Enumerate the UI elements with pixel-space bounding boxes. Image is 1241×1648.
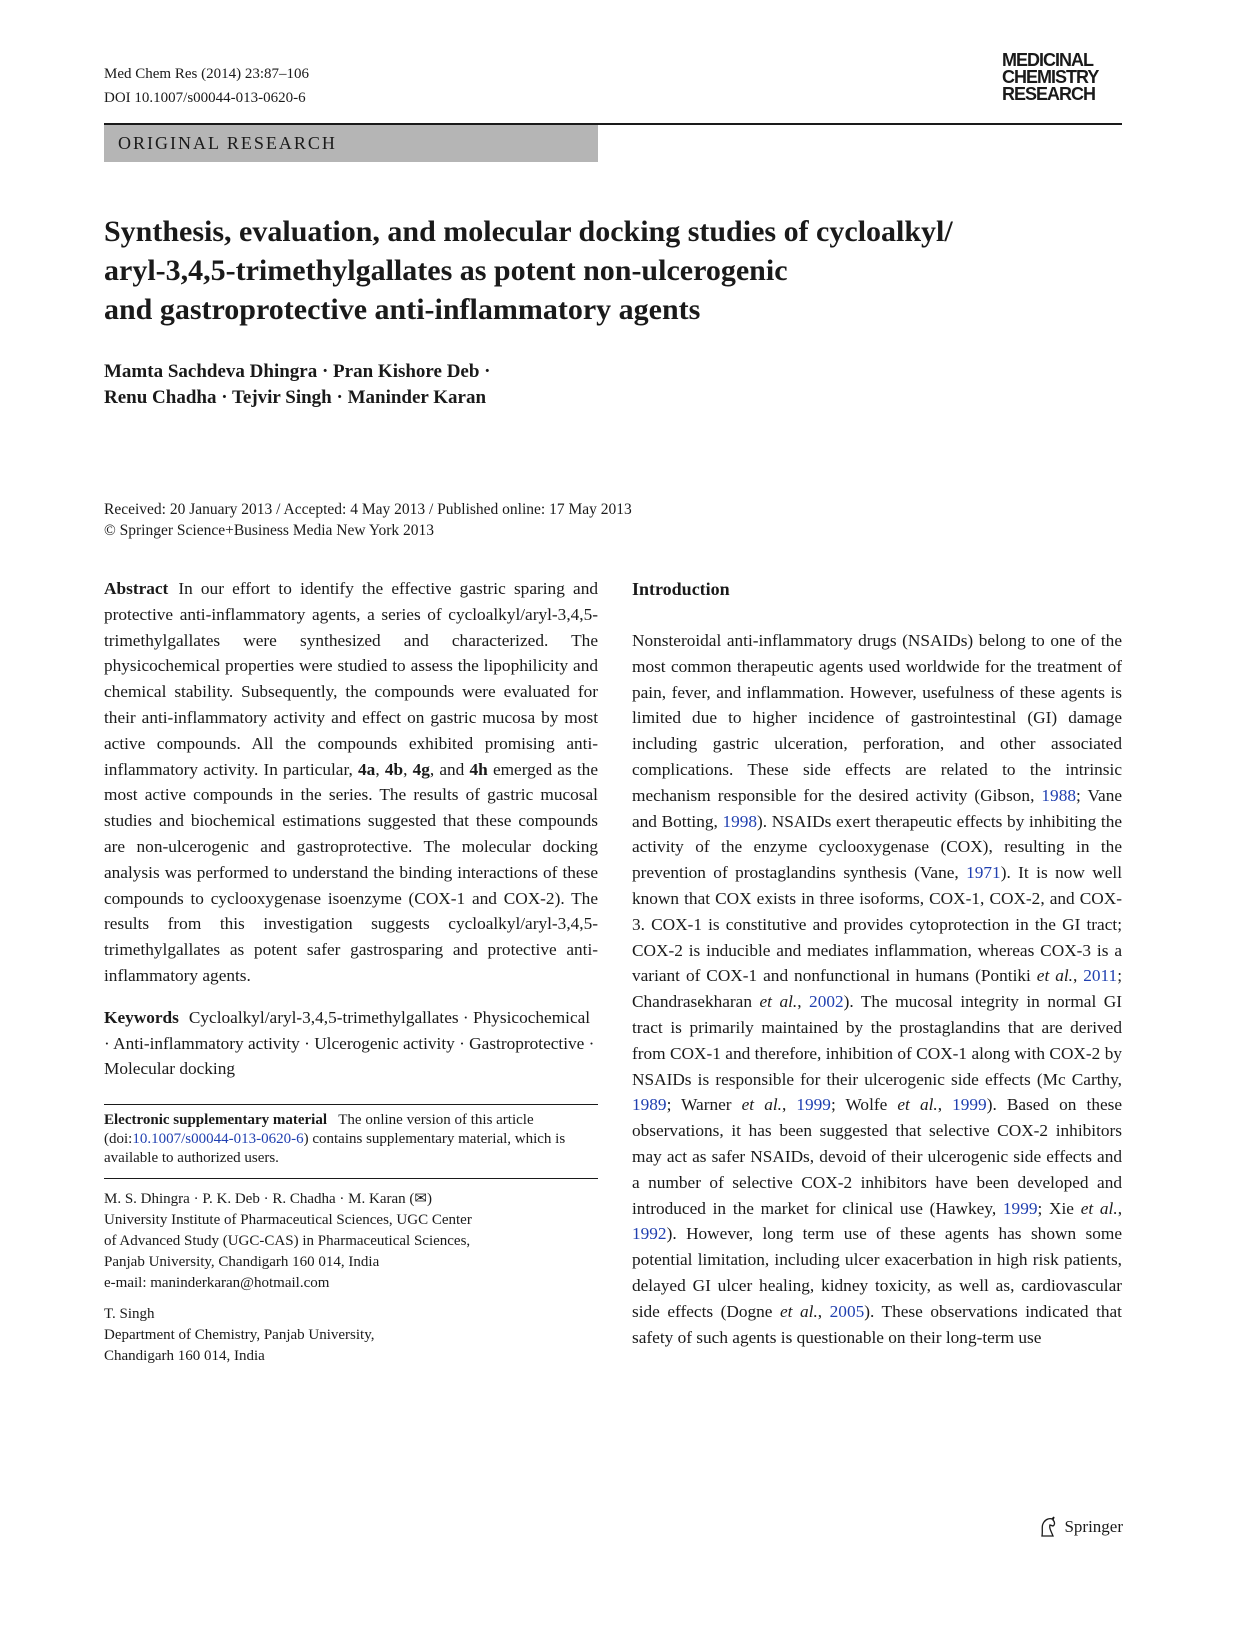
- dates-line: Received: 20 January 2013 / Accepted: 4 May 2013 / Published online: 17 May 2013: [104, 501, 632, 518]
- supplementary-doi-link[interactable]: 10.1007/s00044-013-0620-6: [132, 1131, 304, 1148]
- compound-4h: 4h: [469, 759, 488, 779]
- left-column: [104, 576, 598, 1367]
- author-line-1: Mamta Sachdeva Dhingra · Pran Kishore Deb ·: [104, 361, 491, 382]
- ref-mccarthy-1989[interactable]: 1989: [632, 1095, 667, 1115]
- article-title: [104, 212, 1114, 329]
- citation: Med Chem Res (2014) 23:87–106: [104, 66, 309, 82]
- title-line-2: aryl-3,4,5-trimethylgallates as potent non-ulcerogenic: [104, 254, 788, 287]
- abstract-label: Abstract: [104, 579, 169, 598]
- introduction-heading: Introduction: [632, 579, 730, 599]
- compound-4b: 4b: [384, 759, 404, 779]
- right-column: [632, 576, 1122, 1350]
- logo-line-3: RESEARCH: [1002, 84, 1096, 104]
- section-tag: ORIGINAL RESEARCH: [104, 125, 598, 162]
- corresponding-email: e-mail: maninderkaran@hotmail.com: [104, 1275, 330, 1292]
- keywords-label: Keywords: [104, 1007, 179, 1027]
- title-line-1: Synthesis, evaluation, and molecular docking studies of cycloalkyl/: [104, 215, 953, 248]
- logo-line-2: CHEMISTRY: [1002, 67, 1099, 87]
- compound-4g: 4g: [412, 759, 430, 779]
- ref-gibson-1988[interactable]: 1988: [1041, 785, 1076, 805]
- copyright-line: © Springer Science+Business Media New York 2013: [104, 522, 435, 539]
- esm-label: Electronic supplementary material: [104, 1112, 328, 1129]
- doi: DOI 10.1007/s00044-013-0620-6: [104, 90, 306, 106]
- publication-dates: [104, 499, 632, 541]
- ref-pontiki-2011[interactable]: 2011: [1083, 966, 1118, 986]
- springer-horse-icon: [1038, 1516, 1058, 1538]
- introduction-text: Nonsteroidal anti-inflammatory drugs (NSAIDs) belong to one of the most common therapeutic agents used worldwide for the treatment of pain, fever, and inflammation. However, usefulness of these agents is limited due to higher incidence of gastrointestinal (GI) damage including gastric ulceration, perforation, and other associated complications. These side effects are related to the intrinsic mechanism responsible for the desired activity (Gibson, 1988; Vane and Botting, 1998). NSAIDs exert therapeutic effects by inhibiting the activity of the enzyme cyclooxygenase (COX), resulting in the prevention of prostaglandins synthesis (Vane, 1971). It is now well known that COX exists in three isoforms, COX-1, COX-2, and COX-3. COX-1 is constitutive and provides cytoprotection in the GI tract; COX-2 is inducible and mediates inflammation, whereas COX-3 is a variant of COX-1 and nonfunctional in humans (Pontiki et al., 2011; Chandrasekharan et al., 2002). The mucosal integrity in normal GI tract is primarily maintained by the prostaglandins that are derived from COX-1 and therefore, inhibition of COX-1 along with COX-2 by NSAIDs is responsible for their ulcerogenic side effects (Mc Carthy, 1989; Warner et al., 1999; Wolfe et al., 1999). Based on these observations, it has been suggested that selective COX-2 inhibitors may act as safer NSAIDs, devoid of their ulcerogenic side effects and a number of selective COX-2 inhibitors have been developed and introduced in the market for clinical use (Hawkey, 1999; Xie et al., 1992). However, long term use of these agents has shown some potential limitation, including ulcer exacerbation in high risk patients, delayed GI ulcer healing, kidney toxicity, as well as, cardiovascular side effects (Dogne et al., 2005). These observations indicated that safety of such agents is questionable on their long-term use: [632, 631, 1123, 1347]
- author-list: [104, 359, 491, 411]
- publisher-name: Springer: [1064, 1517, 1123, 1536]
- ref-dogne-2005[interactable]: 2005: [829, 1301, 865, 1321]
- affiliation-1: M. S. Dhingra · P. K. Deb · R. Chadha · M. Karan (✉) University Institute of Pharmaceutical Sciences, UGC Center of Advanced Study (UGC-CAS) in Pharmaceutical Sciences, Panjab University, Chandigarh 160 014, India e-mail: maninderkaran@hotmail.com: [104, 1189, 598, 1294]
- footnote-rule: [104, 1104, 598, 1105]
- compound-4a: 4a: [358, 759, 376, 779]
- supplementary-note: Electronic supplementary material The online version of this article (doi:10.1007/s00044-013-0620-6) contains supplementary material, which is available to authorized users.: [104, 1112, 566, 1167]
- ref-chandrasekharan-2002[interactable]: 2002: [809, 992, 844, 1012]
- keywords-text: Cycloalkyl/aryl-3,4,5-trimethylgallates · Physicochemical · Anti-inflammatory activity · Ulcerogenic activity · Gastroprotective · Molecular docking: [104, 1007, 595, 1079]
- ref-vane-1971[interactable]: 1971: [966, 863, 1001, 883]
- ref-wolfe-1999[interactable]: 1999: [952, 1095, 987, 1115]
- ref-warner-1999[interactable]: 1999: [796, 1095, 831, 1115]
- affiliation-2: T. Singh Department of Chemistry, Panjab University, Chandigarh 160 014, India: [104, 1306, 375, 1365]
- title-line-3: and gastroprotective anti-inflammatory agents: [104, 293, 701, 326]
- publisher-mark: [1038, 1516, 1123, 1538]
- ref-vane-botting-1998[interactable]: 1998: [722, 811, 758, 831]
- abstract: Abstract In our effort to identify the effective gastric sparing and protective anti-inflammatory agents, a series of cycloalkyl/aryl-3,4,5-trimethylgallates were synthesized and characterized. The physicochemical properties were studied to assess the lipophilicity and chemical stability. Subsequently, the compounds were evaluated for their anti-inflammatory activity and effect on gastric mucosa by most active compounds. All the compounds exhibited promising anti-inflammatory activity. In particular, 4a, 4b, 4g, and 4h emerged as the most active compounds in the series. The results of gastric mucosal studies and biochemical estimations suggested that these compounds are non-ulcerogenic and gastroprotective. The molecular docking analysis was performed to understand the binding interactions of these compounds to cyclooxygenase isoenzyme (COX-1 and COX-2). The results from this investigation suggests cycloalkyl/aryl-3,4,5-trimethylgallates as potent safer gastrosparing and protective anti-inflammatory agents.: [104, 579, 598, 985]
- ref-xie-1992[interactable]: 1992: [632, 1224, 667, 1244]
- logo-line-1: MEDICINAL: [1002, 50, 1093, 70]
- affiliation-rule: [104, 1178, 598, 1179]
- journal-logo: [1002, 52, 1122, 103]
- journal-info: [104, 62, 309, 110]
- ref-hawkey-1999[interactable]: 1999: [1002, 1198, 1038, 1218]
- author-line-2: Renu Chadha · Tejvir Singh · Maninder Karan: [104, 387, 487, 408]
- keywords: [104, 1005, 598, 1082]
